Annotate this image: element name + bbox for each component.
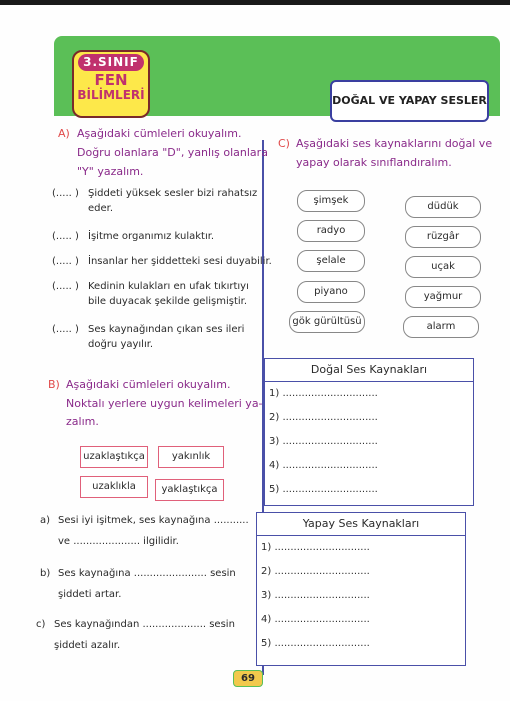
section-a-instruction-3: "Y" yazalım. — [77, 165, 144, 178]
natural-sources-table — [264, 358, 474, 506]
artificial-line-3[interactable]: 3) .............................. — [261, 590, 370, 601]
a-item-1-blank[interactable]: (..... ) — [52, 188, 79, 199]
natural-line-1[interactable]: 1) .............................. — [269, 388, 378, 399]
subject-badge — [72, 50, 150, 118]
artificial-sources-table — [256, 512, 466, 666]
natural-sources-title: Doğal Ses Kaynakları — [265, 359, 473, 382]
source-chip-simsek[interactable]: şimşek — [297, 190, 365, 212]
page-title: DOĞAL VE YAPAY SESLER — [330, 80, 489, 122]
source-chip-duduk[interactable]: düdük — [405, 196, 481, 218]
natural-line-5[interactable]: 5) .............................. — [269, 484, 378, 495]
a-item-4-line1: Kedinin kulakları en ufak tıkırtıyı — [88, 281, 249, 292]
section-a-letter: A) — [58, 127, 70, 140]
grade-label: 3.SINIF — [78, 54, 144, 71]
b-sentence-c-label: c) — [36, 619, 46, 630]
section-b-instruction-3: zalım. — [66, 415, 99, 428]
word-chip-yakinlik[interactable]: yakınlık — [158, 446, 224, 468]
a-item-3-blank[interactable]: (..... ) — [52, 256, 79, 267]
section-c-letter: C) — [278, 137, 290, 150]
page-number: 69 — [233, 670, 263, 687]
subject-label-line1: FEN — [94, 71, 128, 89]
a-item-4-blank[interactable]: (..... ) — [52, 281, 79, 292]
source-chip-piyano[interactable]: piyano — [297, 281, 365, 303]
source-chip-ucak[interactable]: uçak — [405, 256, 481, 278]
a-item-4-line2: bile duyacak şekilde gelişmiştir. — [88, 296, 248, 307]
natural-line-2[interactable]: 2) .............................. — [269, 412, 378, 423]
section-b-instruction-1: Aşağıdaki cümleleri okuyalım. — [66, 378, 231, 391]
b-sentence-c-line2: şiddeti azalır. — [54, 640, 121, 651]
section-c-instruction-2: yapay olarak sınıflandıralım. — [296, 156, 452, 169]
natural-line-4[interactable]: 4) .............................. — [269, 460, 378, 471]
source-chip-radyo[interactable]: radyo — [297, 220, 365, 242]
a-item-5-blank[interactable]: (..... ) — [52, 324, 79, 335]
word-chip-uzaklastikca[interactable]: uzaklaştıkça — [80, 446, 148, 468]
top-edge-bar — [0, 0, 510, 5]
b-sentence-a-label: a) — [40, 515, 51, 526]
source-chip-alarm[interactable]: alarm — [403, 316, 479, 338]
a-item-2-blank[interactable]: (..... ) — [52, 231, 79, 242]
b-sentence-b-line1[interactable]: Ses kaynağına ....................... sesin — [58, 568, 236, 579]
a-item-3-line1: İnsanlar her şiddetteki sesi duyabilir. — [88, 256, 272, 267]
section-a-instruction-2: Doğru olanlara "D", yanlış olanlara — [77, 146, 268, 159]
a-item-5-line2: doğru yayılır. — [88, 339, 154, 350]
artificial-line-1[interactable]: 1) .............................. — [261, 542, 370, 553]
subject-label-line2: BİLİMLERİ — [77, 88, 145, 102]
artificial-line-2[interactable]: 2) .............................. — [261, 566, 370, 577]
section-b-letter: B) — [48, 378, 60, 391]
natural-line-3[interactable]: 3) .............................. — [269, 436, 378, 447]
b-sentence-b-label: b) — [40, 568, 51, 579]
source-chip-selale[interactable]: şelale — [297, 250, 365, 272]
a-item-1-line2: eder. — [88, 203, 114, 214]
a-item-5-line1: Ses kaynağından çıkan ses ileri — [88, 324, 245, 335]
artificial-sources-title: Yapay Ses Kaynakları — [257, 513, 465, 536]
artificial-line-5[interactable]: 5) .............................. — [261, 638, 370, 649]
a-item-1-line1: Şiddeti yüksek sesler bizi rahatsız — [88, 188, 258, 199]
source-chip-gok-gurultusu[interactable]: gök gürültüsü — [289, 311, 365, 333]
a-item-2-line1: İşitme organımız kulaktır. — [88, 231, 215, 242]
word-chip-uzaklikla[interactable]: uzaklıkla — [80, 476, 148, 498]
section-c-instruction-1: Aşağıdaki ses kaynaklarını doğal ve — [296, 137, 493, 150]
source-chip-yagmur[interactable]: yağmur — [405, 286, 481, 308]
section-a-instruction-1: Aşağıdaki cümleleri okuyalım. — [77, 127, 242, 140]
b-sentence-b-line2: şiddeti artar. — [58, 589, 122, 600]
b-sentence-a-line2[interactable]: ve ..................... ilgilidir. — [58, 536, 179, 547]
artificial-line-4[interactable]: 4) .............................. — [261, 614, 370, 625]
section-b-instruction-2: Noktalı yerlere uygun kelimeleri ya- — [66, 397, 263, 410]
b-sentence-c-line1[interactable]: Ses kaynağından .................... sesin — [54, 619, 235, 630]
b-sentence-a-line1[interactable]: Sesi iyi işitmek, ses kaynağına ........... — [58, 515, 249, 526]
source-chip-ruzgar[interactable]: rüzgâr — [405, 226, 481, 248]
word-chip-yaklastikca[interactable]: yaklaştıkça — [155, 479, 224, 501]
